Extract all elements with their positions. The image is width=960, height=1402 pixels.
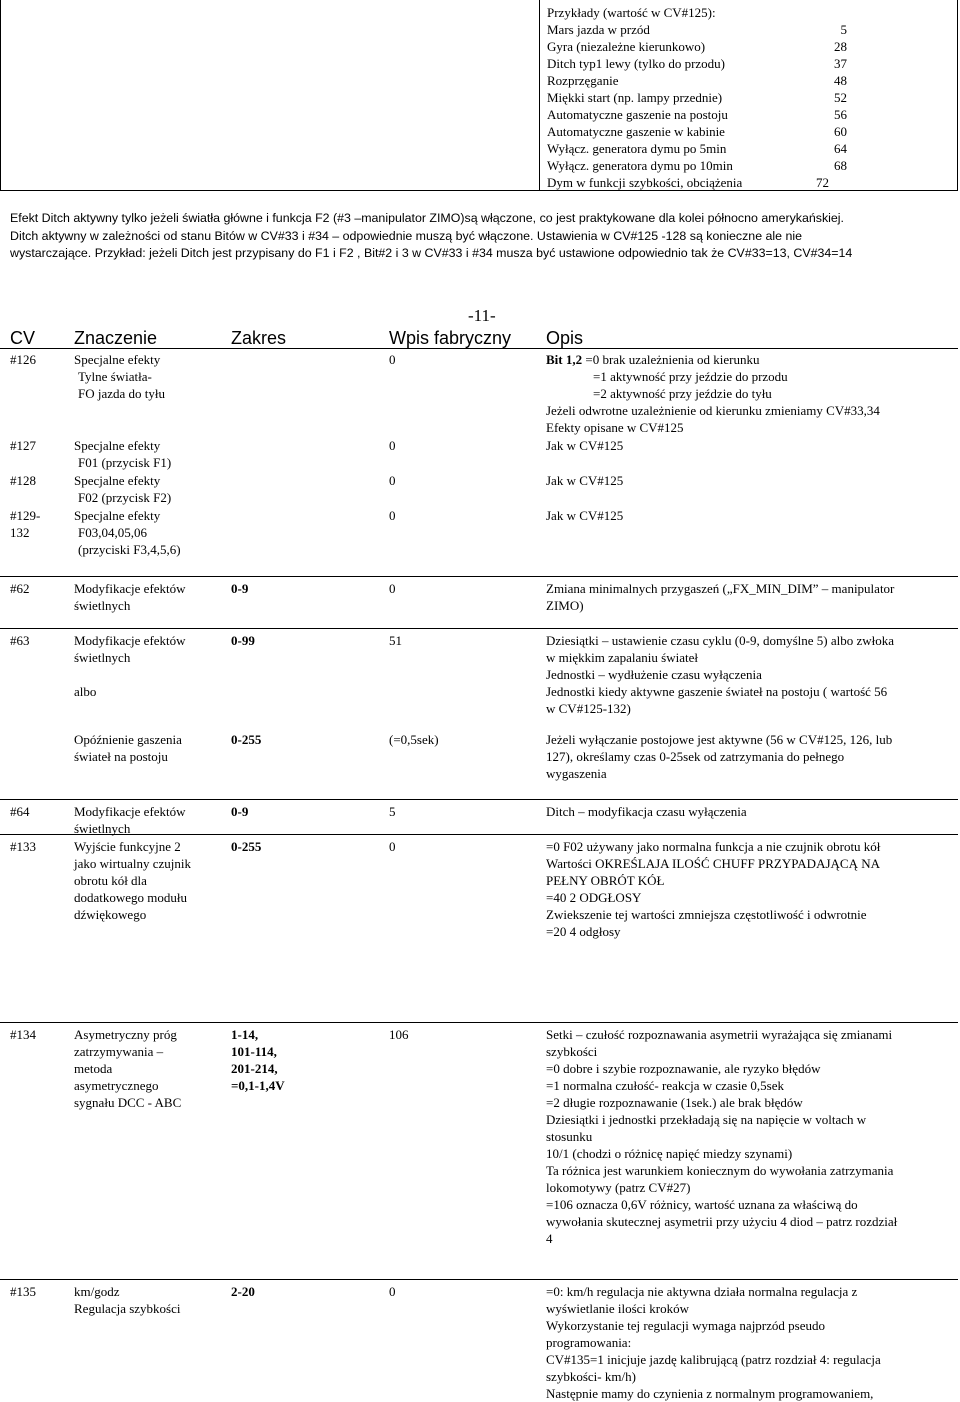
- ditch-note: [10, 210, 950, 263]
- cell-line: Specjalne efekty: [74, 438, 161, 453]
- page-number: -11-: [468, 306, 496, 325]
- range-cell: [231, 803, 381, 820]
- cell-line: 5: [389, 804, 396, 819]
- cell-line: Tylne światła-: [78, 369, 152, 384]
- description-cell: [546, 731, 956, 782]
- cell-line: [74, 666, 224, 683]
- cell-line: świetlnych: [74, 598, 131, 613]
- cell-line: Modyfikacje efektów: [74, 633, 186, 648]
- meaning-cell: [74, 472, 224, 506]
- example-value: 68: [834, 158, 847, 173]
- default-cell: [389, 580, 539, 597]
- cell-line: ZIMO): [546, 598, 584, 613]
- description-cell: [546, 1026, 956, 1247]
- default-cell: [389, 731, 539, 748]
- cell-line: Ta różnica jest warunkiem koniecznym do wywołania zatrzymania: [546, 1163, 894, 1178]
- range-cell: [231, 580, 381, 597]
- cell-line: Jak w CV#125: [546, 438, 624, 453]
- range-cell: [231, 1283, 381, 1300]
- header-zakres: Zakres: [231, 328, 287, 348]
- cell-line: programowania:: [546, 1335, 632, 1350]
- example-row: [547, 174, 847, 191]
- default-cell: [389, 803, 539, 820]
- cv-cell: [10, 580, 68, 597]
- example-label: Miękki start (np. lampy przednie): [547, 90, 723, 105]
- table-row: [0, 799, 958, 836]
- cell-line: #62: [10, 581, 30, 596]
- cell-line: 4: [546, 1231, 553, 1246]
- example-row: [547, 72, 847, 89]
- cell-line: Wyjście funkcyjne 2: [74, 839, 181, 854]
- cv-cell: [10, 1283, 68, 1300]
- cell-line: 51: [389, 633, 402, 648]
- cell-line: 0-255: [231, 732, 262, 747]
- cell-line: Jeżeli odwrotne uzależnienie od kierunku zmieniamy CV#33,34: [546, 403, 880, 418]
- meaning-cell: [74, 838, 224, 923]
- cell-line: Następnie mamy do czynienia z normalnym programowaniem,: [546, 1386, 874, 1401]
- cell-line: sygnału DCC - ABC: [74, 1095, 182, 1110]
- example-label: Automatyczne gaszenie w kabinie: [547, 124, 725, 139]
- cell-line: Jak w CV#125: [546, 508, 624, 523]
- cell-line: asymetrycznego: [74, 1078, 159, 1093]
- description-cell: [546, 472, 956, 489]
- cell-line: 0: [389, 1284, 396, 1299]
- example-row: [547, 55, 847, 72]
- example-value: 72: [816, 175, 829, 190]
- cell-line: 201-214,: [231, 1061, 278, 1076]
- example-label: Ditch typ1 lewy (tylko do przodu): [547, 56, 725, 71]
- meaning-cell: [74, 437, 224, 471]
- cell-line: =0 F02 używany jako normalna funkcja a nie czujnik obrotu kół: [546, 839, 881, 854]
- cell-line: świetlnych: [74, 650, 131, 665]
- examples-list: [547, 4, 847, 191]
- cell-line: Opóźnienie gaszenia: [74, 732, 182, 747]
- cell-line: 0-9: [231, 804, 249, 819]
- example-label: Wyłącz. generatora dymu po 5min: [547, 141, 727, 156]
- cell-line: =2 długie rozpoznawanie (1sek.) ale brak błędów: [546, 1095, 803, 1110]
- cell-line: Zwiekszenie tej wartości zmniejsza częstotliwość i odwrotnie: [546, 907, 867, 922]
- cell-line: FO jazda do tyłu: [78, 386, 166, 401]
- cell-line: 0: [389, 839, 396, 854]
- example-value: 64: [834, 141, 847, 156]
- cell-line: 0-255: [231, 839, 262, 854]
- default-cell: [389, 507, 539, 524]
- note-line: wystarczające. Przykład: jeżeli Ditch jest przypisany do F1 i F2 , Bit#2 i 3 w CV#33 i #34 musza być ustawione odpowiednio tak że CV#33=13, CV#34=14: [10, 246, 853, 260]
- default-cell: [389, 1026, 539, 1043]
- cell-line: 0: [389, 508, 396, 523]
- examples-box: [0, 0, 958, 191]
- cv-cell: [10, 351, 68, 368]
- header-znaczenie: Znaczenie: [74, 328, 158, 348]
- cell-line: dźwiękowego: [74, 907, 147, 922]
- example-row: [547, 140, 847, 157]
- description-cell: [546, 507, 956, 524]
- description-cell: [546, 803, 956, 820]
- table-row: [0, 576, 958, 613]
- cell-line: dodatkowego modułu: [74, 890, 188, 905]
- header-opis: Opis: [546, 328, 584, 348]
- example-label: Wyłącz. generatora dymu po 10min: [547, 158, 733, 173]
- cell-line: =40 2 ODGŁOSY: [546, 890, 642, 905]
- cell-line: Wykorzystanie tej regulacji wymaga najprzód pseudo: [546, 1318, 825, 1333]
- example-label: Gyra (niezależne kierunkowo): [547, 39, 706, 54]
- example-value: 5: [840, 22, 847, 37]
- cell-line: =0 dobre i szybie rozpoznawanie, ale ryzyko błędów: [546, 1061, 821, 1076]
- cell-line: 10/1 (chodzi o różnicę napięć miedzy szynami): [546, 1146, 793, 1161]
- cell-line: albo: [74, 684, 97, 699]
- description-cell: [546, 437, 956, 454]
- cell-line: jako wirtualny czujnik: [74, 856, 191, 871]
- default-cell: [389, 437, 539, 454]
- cell-line: Specjalne efekty: [74, 473, 161, 488]
- default-cell: [389, 1283, 539, 1300]
- meaning-cell: [74, 632, 224, 700]
- cell-line: Jednostki kiedy aktywne gaszenie świateł na postoju ( wartość 56: [546, 684, 888, 699]
- range-cell: [231, 731, 381, 748]
- cv-cell: [10, 472, 68, 489]
- cell-line: Specjalne efekty: [74, 352, 161, 367]
- cell-line: 0: [389, 473, 396, 488]
- table-row: [0, 1279, 958, 1401]
- cell-line: Asymetryczny próg: [74, 1027, 177, 1042]
- cell-line: (przyciski F3,4,5,6): [78, 542, 181, 557]
- example-value: 56: [834, 107, 847, 122]
- cell-line: wywołania skutecznej asymetrii przy użyciu 4 diod – patrz rozdział: [546, 1214, 898, 1229]
- example-value: 60: [834, 124, 847, 139]
- cell-line: świateł na postoju: [74, 749, 168, 764]
- cell-line: #126: [10, 352, 36, 367]
- cell-line: metoda: [74, 1061, 113, 1076]
- cell-line: w CV#125-132): [546, 701, 631, 716]
- cv-cell: [10, 507, 68, 541]
- cell-line: (=0,5sek): [389, 732, 439, 747]
- cell-line: lokomotywy (patrz CV#27): [546, 1180, 691, 1195]
- cell-line: Efekty opisane w CV#125: [546, 420, 684, 435]
- cell-line: F02 (przycisk F2): [78, 490, 172, 505]
- cv-cell: [10, 1026, 68, 1043]
- cell-line: Regulacja szybkości: [74, 1301, 181, 1316]
- default-cell: [389, 472, 539, 489]
- cell-line: #64: [10, 804, 30, 819]
- example-label: Mars jazda w przód: [547, 22, 650, 37]
- cell-line: PEŁNY OBRÓT KÓŁ: [546, 873, 665, 888]
- cell-line: #129-: [10, 508, 41, 523]
- description-cell: [546, 1283, 956, 1402]
- cell-line: 1-14,: [231, 1027, 259, 1042]
- meaning-cell: [74, 580, 224, 614]
- example-row: [547, 106, 847, 123]
- cell-line: wyświetlanie ilości kroków: [546, 1301, 689, 1316]
- cell-line: #63: [10, 633, 30, 648]
- cell-line: w miękkim zapalaniu świateł: [546, 650, 698, 665]
- default-cell: [389, 351, 539, 368]
- cell-line: #134: [10, 1027, 36, 1042]
- cell-line: 106: [389, 1027, 409, 1042]
- example-row: [547, 89, 847, 106]
- cell-line: 0: [389, 438, 396, 453]
- cell-line: =1 normalna czułość- reakcja w czasie 0,5sek: [546, 1078, 784, 1093]
- cell-line: 132: [10, 525, 30, 540]
- example-row: [547, 21, 847, 38]
- table-row: [0, 628, 958, 716]
- description-cell: [546, 580, 956, 614]
- note-line: Efekt Ditch aktywny tylko jeżeli światła główne i funkcja F2 (#3 –manipulator ZIMO)są włączone, co jest praktykowane dla kolei północno amerykańskiej.: [10, 211, 844, 225]
- cell-line: =0: km/h regulacja nie aktywna działa normalna regulacja z: [546, 1284, 858, 1299]
- cell-line: Modyfikacje efektów: [74, 804, 186, 819]
- cell-line: #128: [10, 473, 36, 488]
- example-value: 37: [834, 56, 847, 71]
- cell-line: obrotu kół dla: [74, 873, 147, 888]
- cell-line: Jak w CV#125: [546, 473, 624, 488]
- example-row: [547, 38, 847, 55]
- table-row: [0, 834, 958, 939]
- range-cell: [231, 632, 381, 649]
- cell-line: Dziesiątki i jednostki przekładają się na napięcie w voltach w: [546, 1112, 867, 1127]
- cv-cell: [10, 437, 68, 454]
- example-label: Rozprzęganie: [547, 73, 619, 88]
- meaning-cell: [74, 1026, 224, 1111]
- cell-line: Modyfikacje efektów: [74, 581, 186, 596]
- cell-line: =20 4 odgłosy: [546, 924, 621, 939]
- cv-cell: [10, 838, 68, 855]
- header-rule: [0, 348, 958, 349]
- cell-line: 0: [389, 352, 396, 367]
- cell-line: =2 aktywność przy jeździe do tyłu: [593, 386, 772, 401]
- cell-line: wygaszenia: [546, 766, 607, 781]
- cell-line: CV#135=1 inicjuje jazdę kalibrującą (patrz rozdział 4: regulacja: [546, 1352, 881, 1367]
- cell-line: F01 (przycisk F1): [78, 455, 172, 470]
- cell-line: 0-9: [231, 581, 249, 596]
- cell-line: Zmiana minimalnych przygaszeń („FX_MIN_DIM” – manipulator: [546, 581, 895, 596]
- example-value: 28: [834, 39, 847, 54]
- cell-line: Dziesiątki – ustawienie czasu cyklu (0-9, domyślne 5) albo zwłoka: [546, 633, 895, 648]
- header-wpis: Wpis fabryczny: [389, 328, 512, 348]
- cell-line: szybkości- km/h): [546, 1369, 636, 1384]
- cell-line: F03,04,05,06: [78, 525, 147, 540]
- range-cell: [231, 1026, 381, 1094]
- cell-line: 101-114,: [231, 1044, 277, 1059]
- example-label: Automatyczne gaszenie na postoju: [547, 107, 728, 122]
- note-line: Ditch aktywny w zależności od stanu Bitów w CV#33 i #34 – odpowiednie muszą być włączone. Ustawienia w CV#125 -128 są konieczne ale nie: [10, 228, 803, 243]
- example-row: [547, 157, 847, 174]
- cell-line: km/godz: [74, 1284, 120, 1299]
- examples-title: Przykłady (wartość w CV#125):: [547, 5, 716, 20]
- cell-line: stosunku: [546, 1129, 593, 1144]
- table-row: [0, 1022, 958, 1246]
- cell-line: Bit 1,2 =0 brak uzależnienia od kierunku: [546, 352, 760, 367]
- header-cv: CV: [10, 328, 36, 348]
- example-value: 48: [834, 73, 847, 88]
- default-cell: [389, 838, 539, 855]
- cell-line: #133: [10, 839, 36, 854]
- box-divider: [539, 0, 540, 190]
- cell-line: Setki – czułość rozpoznawania asymetrii wyrażająca się zmianami: [546, 1027, 893, 1042]
- cell-line: Jednostki – wydłużenie czasu wyłączenia: [546, 667, 762, 682]
- cell-line: 127), określamy czas 0-25sek od zatrzymania do pełnego: [546, 749, 845, 764]
- meaning-cell: [74, 507, 224, 558]
- cell-line: zatrzymywania –: [74, 1044, 164, 1059]
- description-cell: [546, 838, 956, 940]
- cv-cell: [10, 803, 68, 820]
- cell-line: #127: [10, 438, 36, 453]
- cell-line: Specjalne efekty: [74, 508, 161, 523]
- default-cell: [389, 632, 539, 649]
- meaning-cell: [74, 731, 224, 765]
- cell-line: szybkości: [546, 1044, 598, 1059]
- cell-line: Ditch – modyfikacja czasu wyłączenia: [546, 804, 747, 819]
- cell-line: 0-99: [231, 633, 255, 648]
- cell-line: #135: [10, 1284, 36, 1299]
- cell-line: =106 oznacza 0,6V różnicy, wartość uznana za właściwą do: [546, 1197, 858, 1212]
- description-cell: [546, 351, 956, 436]
- cell-line: =0,1-1,4V: [231, 1078, 285, 1093]
- meaning-cell: [74, 1283, 224, 1317]
- cell-line: Jeżeli wyłączanie postojowe jest aktywne (56 w CV#125, 126, lub: [546, 732, 893, 747]
- example-value: 52: [834, 90, 847, 105]
- cell-line: 0: [389, 581, 396, 596]
- meaning-cell: [74, 351, 224, 402]
- cell-line: Wartości OKREŚLAJA ILOŚĆ CHUFF PRZYPADAJĄCĄ NA: [546, 856, 880, 871]
- range-cell: [231, 838, 381, 855]
- description-cell: [546, 632, 956, 717]
- bit-label: Bit 1,2: [546, 352, 583, 367]
- cell-line: 2-20: [231, 1284, 255, 1299]
- meaning-cell: [74, 803, 224, 837]
- cv-cell: [10, 632, 68, 649]
- cell-line: =1 aktywność przy jeździe do przodu: [593, 369, 788, 384]
- example-label: Dym w funkcji szybkości, obciążenia: [547, 175, 743, 190]
- cell-line: świetlnych: [74, 821, 131, 836]
- example-row: [547, 123, 847, 140]
